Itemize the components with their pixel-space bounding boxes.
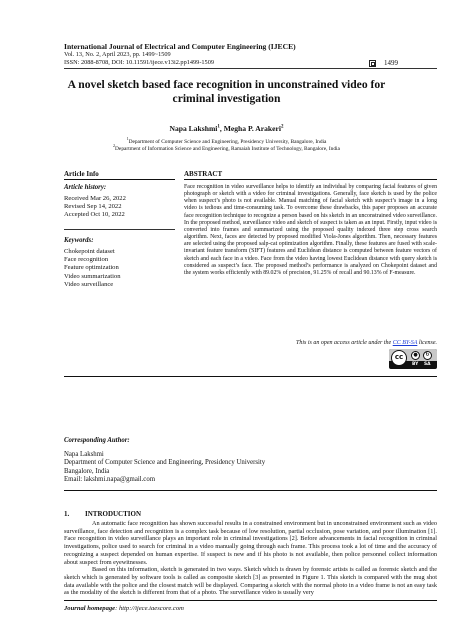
author-2-sup: 2 — [281, 124, 284, 130]
abstract-heading: ABSTRACT — [184, 170, 223, 178]
history-list — [64, 195, 126, 220]
keyword: Chokepoint dataset — [64, 248, 115, 255]
affiliation-2-text: Department of Information Science and Engineering, Ramaiah Institute of Technology, Bangalore, India — [115, 145, 340, 152]
revised-date: Revised Sep 14, 2022 — [64, 203, 122, 211]
issn-doi: ISSN: 2088-8708, DOI: 10.11591/ijece.v13i2.pp1499-1509 — [64, 58, 215, 66]
author-separator: , — [219, 124, 224, 133]
homepage-url[interactable]: : http://ijece.iaescore.com — [115, 605, 184, 612]
corresponding-dept: Department of Computer Science and Engineering, Presidency University — [64, 459, 266, 467]
keyword: Video summarization — [64, 272, 121, 280]
page-number: 1499 — [384, 59, 398, 67]
introduction-heading — [64, 510, 141, 518]
cc-by-sa-badge[interactable] — [389, 349, 437, 369]
volume-info: Vol. 13, No. 2, April 2023, pp. 1499~1509 — [64, 51, 171, 58]
author-1-sup: 1 — [217, 124, 220, 130]
share-alike-icon: ↻ — [423, 351, 432, 360]
author-1: Napa Lakshmi — [169, 124, 218, 133]
corresponding-details — [64, 451, 265, 485]
paragraph: An automatic face recognition has shown successful results in a constrained environment but in unconstrained environment such as video surveillance, face detection and recognition is a complex task because of low resolution, partial occlusion, pose variation, and poor illumination [1]. Face recognition in video surveillance plays an important role in criminal investigations [2]. Before advancements in facial recognition in criminal investigations, police used to search for criminal in a video manually going through each frame. This process took a lot of time and the accuracy of recognizing a suspect depended on human expertise. If suspect is new and if his photo is not available, then police personnel collect information about suspect from eyewitnesses. — [64, 520, 437, 566]
introduction-body — [64, 520, 437, 597]
corresponding-heading: Corresponding Author: — [64, 437, 130, 444]
license-suffix: license. — [417, 340, 437, 346]
keyword: Feature optimization — [64, 264, 119, 272]
keyword: Video surveillance — [64, 280, 114, 288]
section-title: INTRODUCTION — [85, 510, 142, 518]
received-date: Received Mar 26, 2022 — [64, 195, 126, 202]
history-rule — [64, 229, 175, 230]
affiliation-1-sup: 1 — [126, 136, 129, 141]
corresponding-bottom-rule — [64, 490, 437, 491]
sa-label: SA — [424, 362, 431, 367]
corresponding-name: Napa Lakshmi — [64, 451, 104, 458]
article-info-rule — [64, 179, 175, 180]
by-label: BY — [412, 362, 419, 367]
accepted-date: Accepted Oct 10, 2022 — [64, 211, 125, 219]
cc-logo-icon: cc — [391, 350, 407, 366]
keywords-list — [64, 248, 121, 289]
homepage-label: Journal homepage — [64, 605, 116, 612]
affiliation-2-sup: 2 — [113, 143, 116, 148]
journal-name: International Journal of Electrical and Computer Engineering (IJECE) — [64, 42, 296, 51]
authors — [60, 124, 393, 133]
abstract-rule — [184, 179, 437, 180]
affiliation-2 — [60, 142, 393, 153]
keyword: Face recognition — [64, 256, 109, 264]
affiliation-1-text: Department of Computer Science and Engineering, Presidency University, Bangalore, India — [128, 138, 327, 145]
abstract-text: Face recognition in video surveillance helps to identify an individual by comparing facial features of given photograph or sketch with a video for criminal investigations. Generally, face sketch is used by the police when suspect’s photo is not available. Manual matching of facial sketch with suspect’s image in a long video is tedious and time-consuming task. To overcome these drawbacks, this paper proposes an accurate face recognition technique to recognize a person based on his sketch in an unconstrained video surveillance. In the proposed method, surveillance video and sketch of suspect is taken as an input. Firstly, input video is converted into frames and summarized using the proposed quality indexed three step cross search algorithm. Next, faces are detected by proposed modified Viola-Jones algorithm. Then, necessary features are selected using the proposed salp-cat optimization algorithm. Finally, these features are fused with scale-invariant feature transform (SIFT) features and Euclidean distance is computed between feature vectors of sketch and each face in a video. Face from the video having lowest Euclidean distance with query sketch is considered as suspect’s face. The proposed method’s performance is analyzed on Chokepoint dataset and the system works efficiently with 89.02% of precision, 91.25% of recall and 90.13% of F-measure. — [184, 184, 437, 276]
header-rule — [64, 68, 437, 69]
section-number: 1. — [64, 510, 70, 518]
license-statement — [184, 340, 437, 346]
article-info-heading: Article Info — [64, 170, 99, 178]
license-prefix: This is an open access article under the — [296, 340, 393, 346]
paragraph: Based on this information, sketch is generated in two ways. Sketch which is drawn by forensic artists is called as forensic sketch and the sketch which is generated by software tools is called as composite sketch [3] as presented in Figure 1. This sketch is compared with the mug shot data available with the police and the closest match will be displayed. Comparing a sketch with the normal photo in a video frame is not an easy task as the modality of the sketch is different from that of a photo. The surveillance video is usually very — [64, 566, 437, 597]
history-heading: Article history: — [64, 184, 107, 191]
cc-by-sa-link[interactable]: CC BY-SA — [392, 340, 418, 346]
attribution-icon: ● — [411, 351, 420, 360]
corresponding-city: Bangalore, India — [64, 467, 110, 475]
keywords-heading: Keywords: — [64, 237, 94, 244]
corresponding-email: Email: lakshmi.napa@gmail.com — [64, 476, 156, 484]
abstract-bottom-rule — [64, 376, 437, 377]
journal-homepage — [64, 605, 184, 612]
page-copy-icon — [369, 60, 376, 67]
footer-rule — [64, 600, 437, 601]
paper-title: A novel sketch based face recognition in unconstrained video for criminal investigation — [67, 78, 386, 105]
author-2: Megha P. Arakeri — [223, 124, 281, 133]
